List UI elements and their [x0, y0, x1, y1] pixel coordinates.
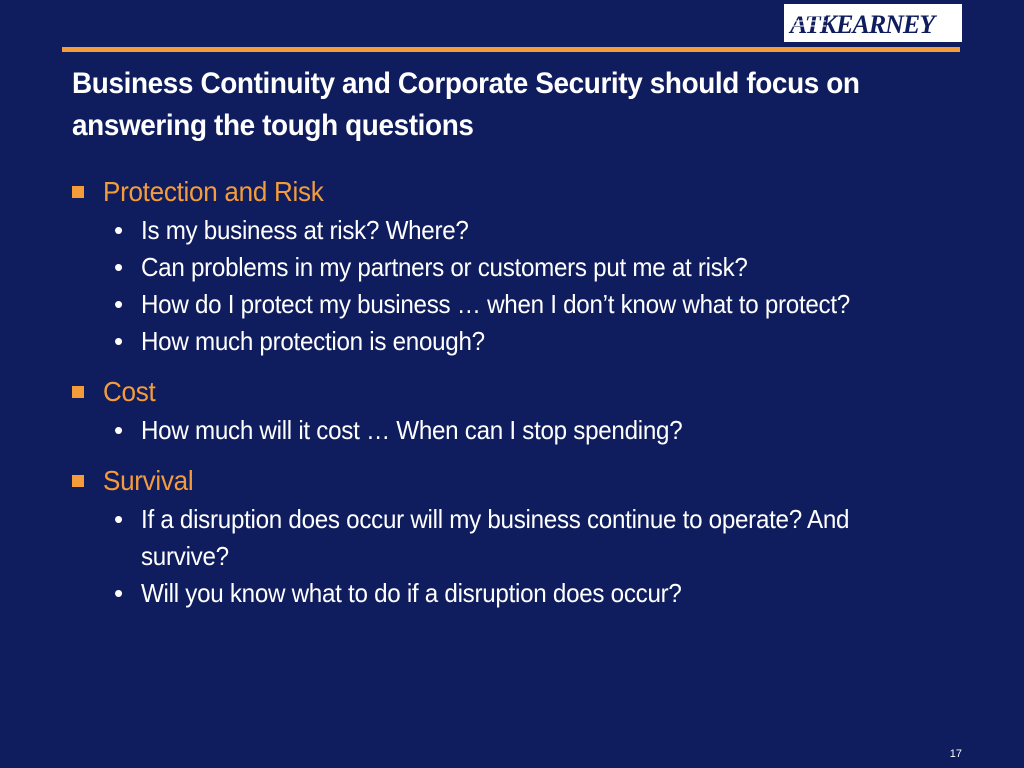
list-item-text: If a disruption does occur will my business continue to operate? And survive?	[141, 504, 850, 571]
sub-list	[72, 412, 972, 449]
square-bullet-icon	[72, 475, 84, 487]
list-item-text: Will you know what to do if a disruption does occur?	[141, 578, 682, 608]
section-cost	[72, 372, 972, 449]
bullet-dot-icon: •	[114, 289, 124, 319]
page-number: 17	[949, 748, 962, 760]
logo-text: ATKEARNEY	[790, 10, 935, 39]
section-survival	[72, 461, 972, 612]
list-item-text: How much will it cost … When can I stop spending?	[141, 415, 683, 445]
list-item-text: How do I protect my business … when I don’t know what to protect?	[141, 289, 850, 319]
bullet-dot-icon: •	[114, 578, 124, 608]
list-item-text: Can problems in my partners or customers put me at risk?	[141, 252, 748, 282]
list-item-text: Is my business at risk? Where?	[141, 215, 469, 245]
list-item	[72, 212, 972, 249]
square-bullet-icon	[72, 186, 84, 198]
sub-list	[72, 212, 972, 360]
section-heading	[72, 372, 972, 412]
section-heading	[72, 461, 972, 501]
list-item	[72, 249, 972, 286]
list-item	[72, 501, 972, 575]
slide-content	[72, 172, 972, 624]
list-item	[72, 323, 972, 360]
section-title: Cost	[103, 376, 156, 407]
square-bullet-icon	[72, 386, 84, 398]
list-item	[72, 575, 972, 612]
header-divider	[62, 47, 960, 52]
section-title: Survival	[103, 465, 194, 496]
sub-list	[72, 501, 972, 612]
bullet-dot-icon: •	[114, 415, 124, 445]
bullet-dot-icon: •	[114, 215, 124, 245]
bullet-dot-icon: •	[114, 504, 124, 534]
bullet-dot-icon: •	[114, 326, 124, 356]
list-item-text: How much protection is enough?	[141, 326, 485, 356]
section-title: Protection and Risk	[103, 176, 324, 207]
bullet-dot-icon: •	[114, 252, 124, 282]
list-item	[72, 412, 972, 449]
section-protection-and-risk	[72, 172, 972, 360]
slide-title: Business Continuity and Corporate Security should focus on answering the tough questions	[72, 67, 860, 142]
section-heading	[72, 172, 972, 212]
list-item	[72, 286, 972, 323]
logo-wordmark	[784, 4, 962, 42]
company-logo	[784, 4, 962, 42]
